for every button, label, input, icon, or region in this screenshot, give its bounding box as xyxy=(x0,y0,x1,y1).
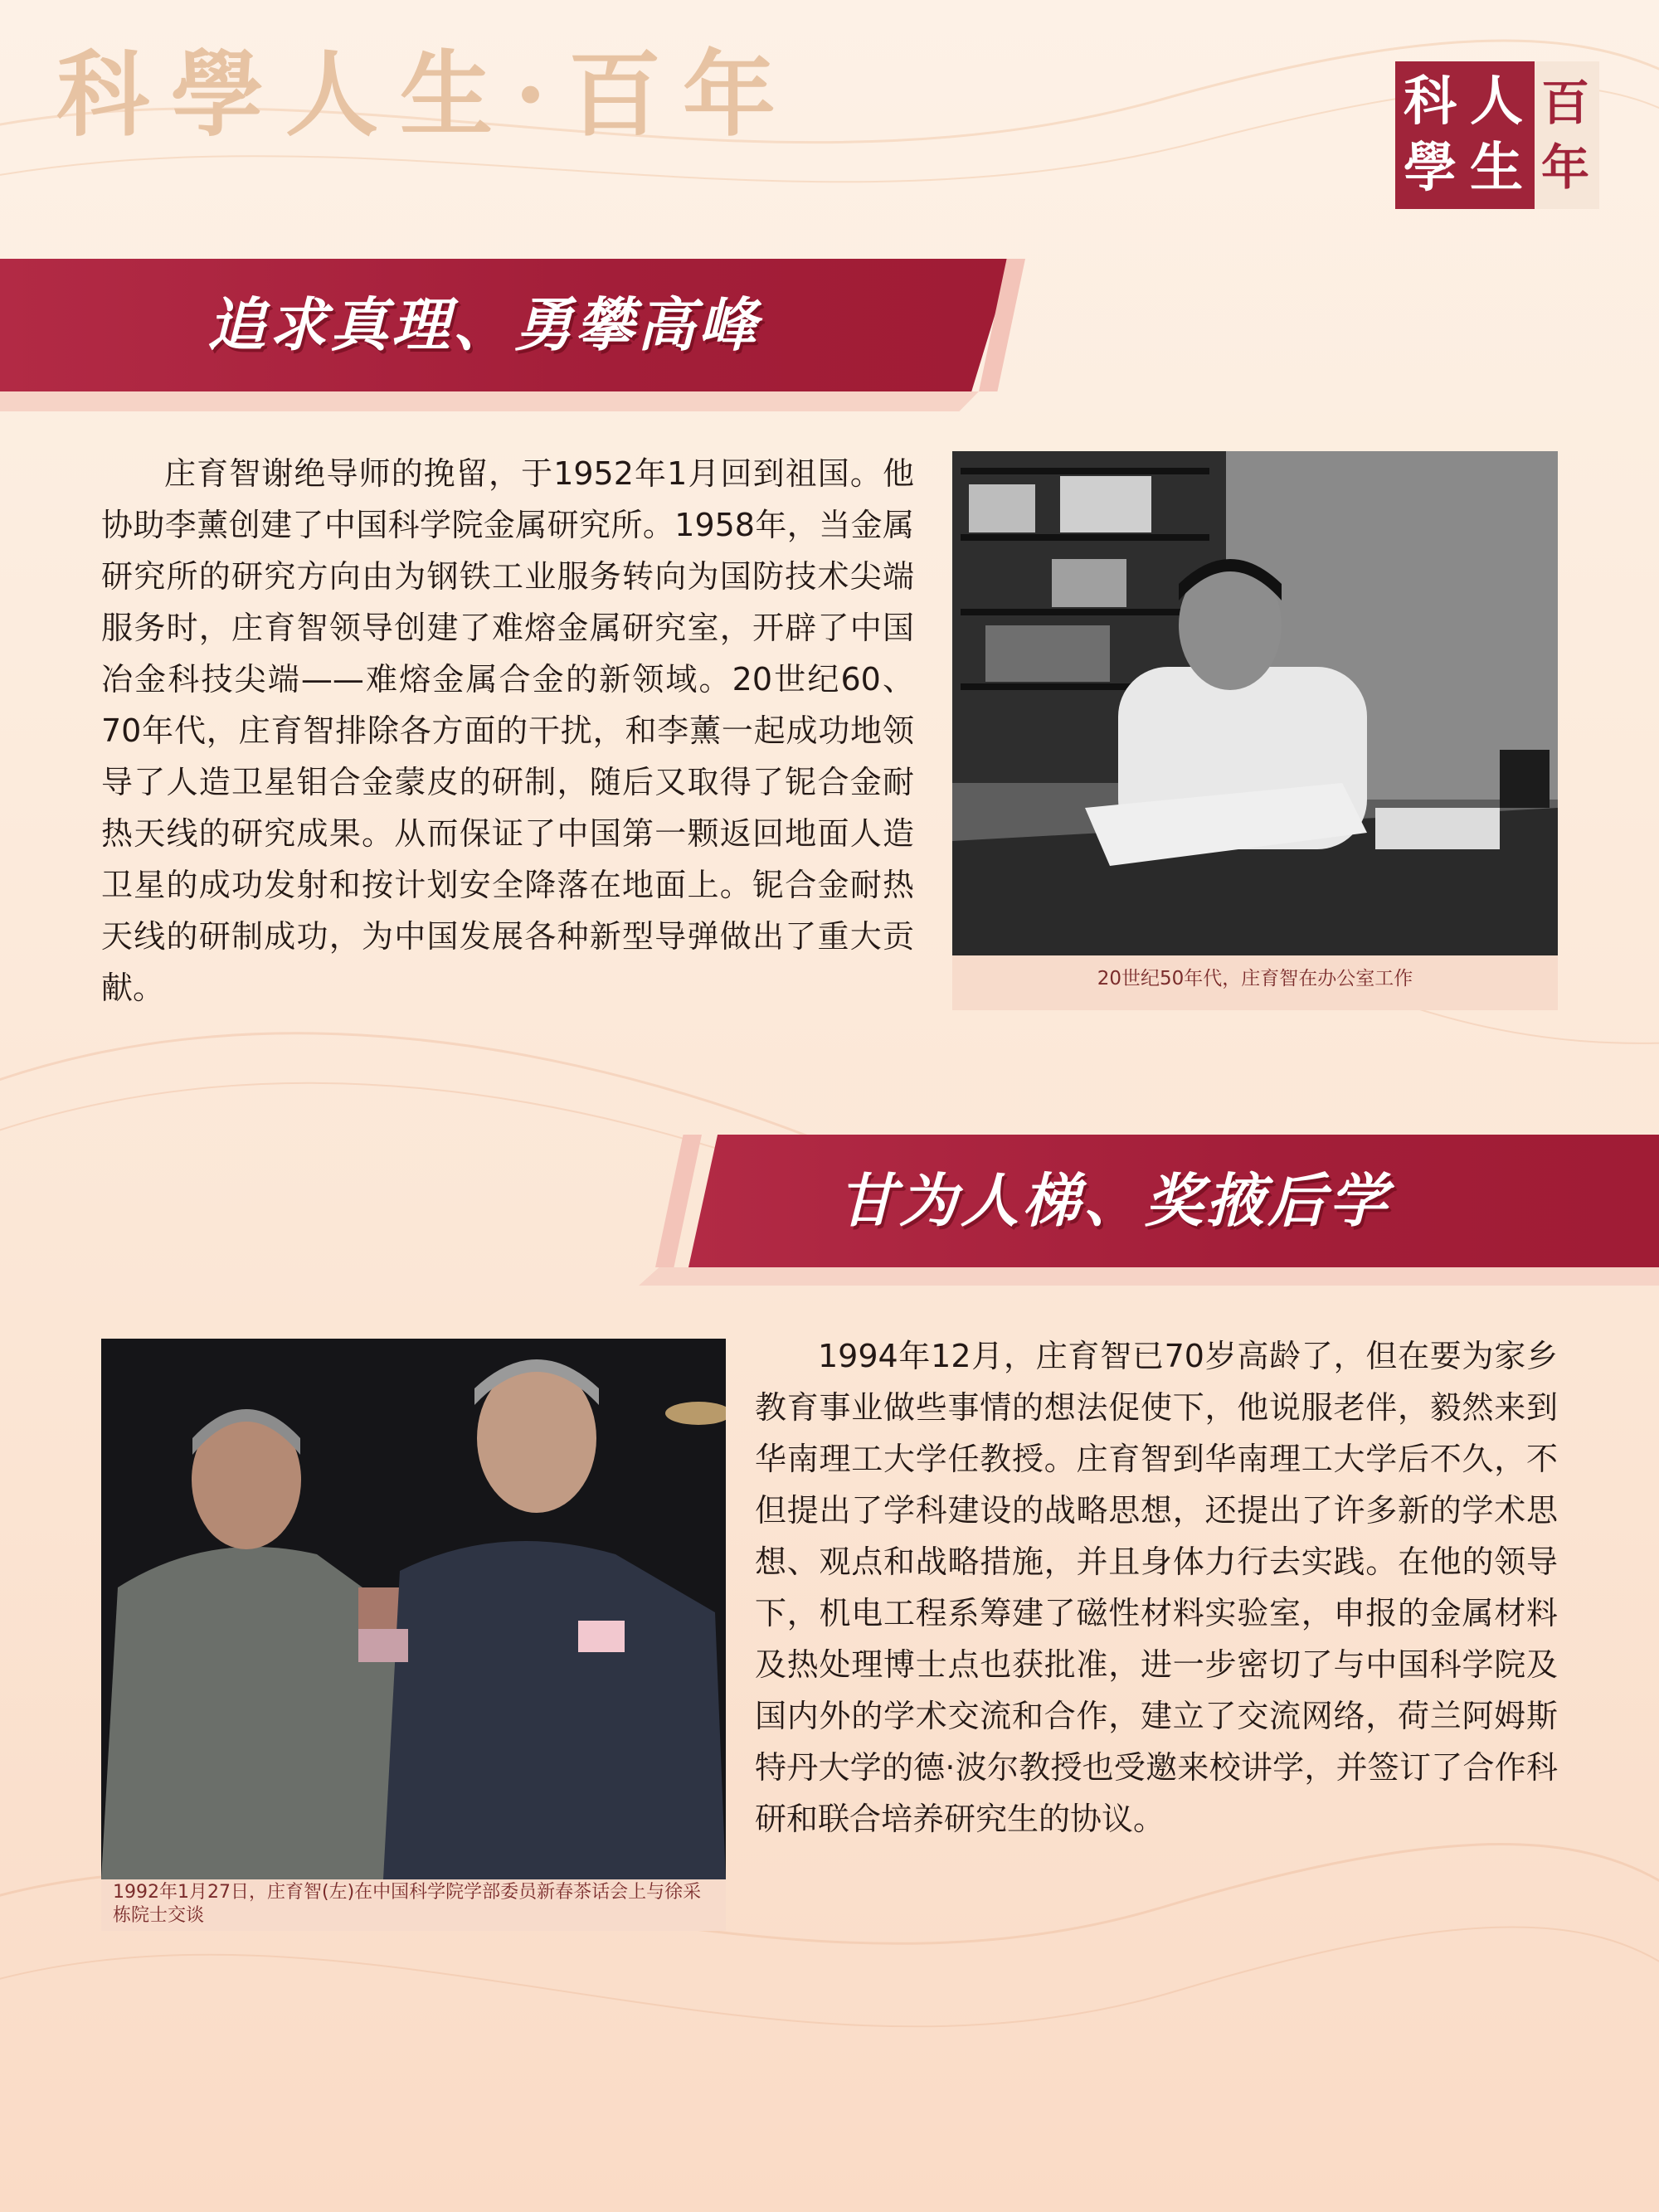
section-paragraph xyxy=(101,448,914,1014)
meeting-photo xyxy=(101,1339,726,1879)
seal-char: 人 xyxy=(1470,70,1523,133)
banner-underline xyxy=(0,391,979,411)
seal-char: 年 xyxy=(1541,139,1590,196)
section-banner xyxy=(655,1135,1659,1267)
section-banner xyxy=(0,259,1012,391)
page-title: 科學人生·百年 xyxy=(56,41,797,149)
section-heading: 甘为人梯、奖掖后学 xyxy=(838,1167,1390,1235)
photo-caption: 1992年1月27日，庄育智(左)在中国科学院学部委员新春茶话会上与徐采栋院士交谈 xyxy=(113,1882,702,1926)
photo-card xyxy=(952,451,1558,1010)
seal-red-block xyxy=(1395,61,1535,209)
seal-char: 生 xyxy=(1470,137,1523,199)
photo-caption: 20世纪50年代，庄育智在办公室工作 xyxy=(1097,968,1413,989)
seal-char: 百 xyxy=(1541,75,1590,131)
paragraph-text: 1994年12月，庄育智已70岁高龄了，但在要为家乡教育事业做些事情的想法促使下，他说服老伴，毅然来到华南理工大学任教授。庄育智到华南理工大学后不久，不但提出了学科建设的战略思想，还提出了许多新的学术思想、观点和战略措施，并且身体力行去实践。在他的领导下，机电工程系筹建了磁性材料实验室，申报的金属材料及热处理博士点也获批准，进一步密切了与中国科学院及国内外的学术交流和合作，建立了交流网络，荷兰阿姆斯特丹大学的德·波尔教授也受邀来校讲学，并签订了合作科研和联合培养研究生的协议。 xyxy=(755,1338,1558,1837)
paragraph-text: 庄育智谢绝导师的挽留，于1952年1月回到祖国。他协助李薰创建了中国科学院金属研究所。1958年，当金属研究所的研究方向由为钢铁工业服务转向为国防技术尖端服务时，庄育智领导创建了难熔金属研究室，开辟了中国冶金科技尖端——难熔金属合金的新领域。20世纪60、70年代，庄育智排除各方面的干扰，和李薰一起成功地领导了人造卫星钼合金蒙皮的研制，随后又取得了铌合金耐热天线的研究成果。从而保证了中国第一颗返回地面人造卫星的成功发射和按计划安全降落在地面上。铌合金耐热天线的研制成功，为中国发展各种新型导弹做出了重大贡献。 xyxy=(101,455,914,1006)
photo-card xyxy=(101,1339,726,1931)
seal-paper-block xyxy=(1535,61,1599,209)
banner-underline xyxy=(639,1267,1659,1286)
seal-char: 學 xyxy=(1404,137,1457,199)
section-paragraph xyxy=(755,1330,1558,1845)
section-heading: 追求真理、勇攀高峰 xyxy=(207,291,760,359)
office-photo xyxy=(952,451,1558,955)
seal-logo xyxy=(1395,61,1599,209)
seal-char: 科 xyxy=(1404,70,1457,133)
